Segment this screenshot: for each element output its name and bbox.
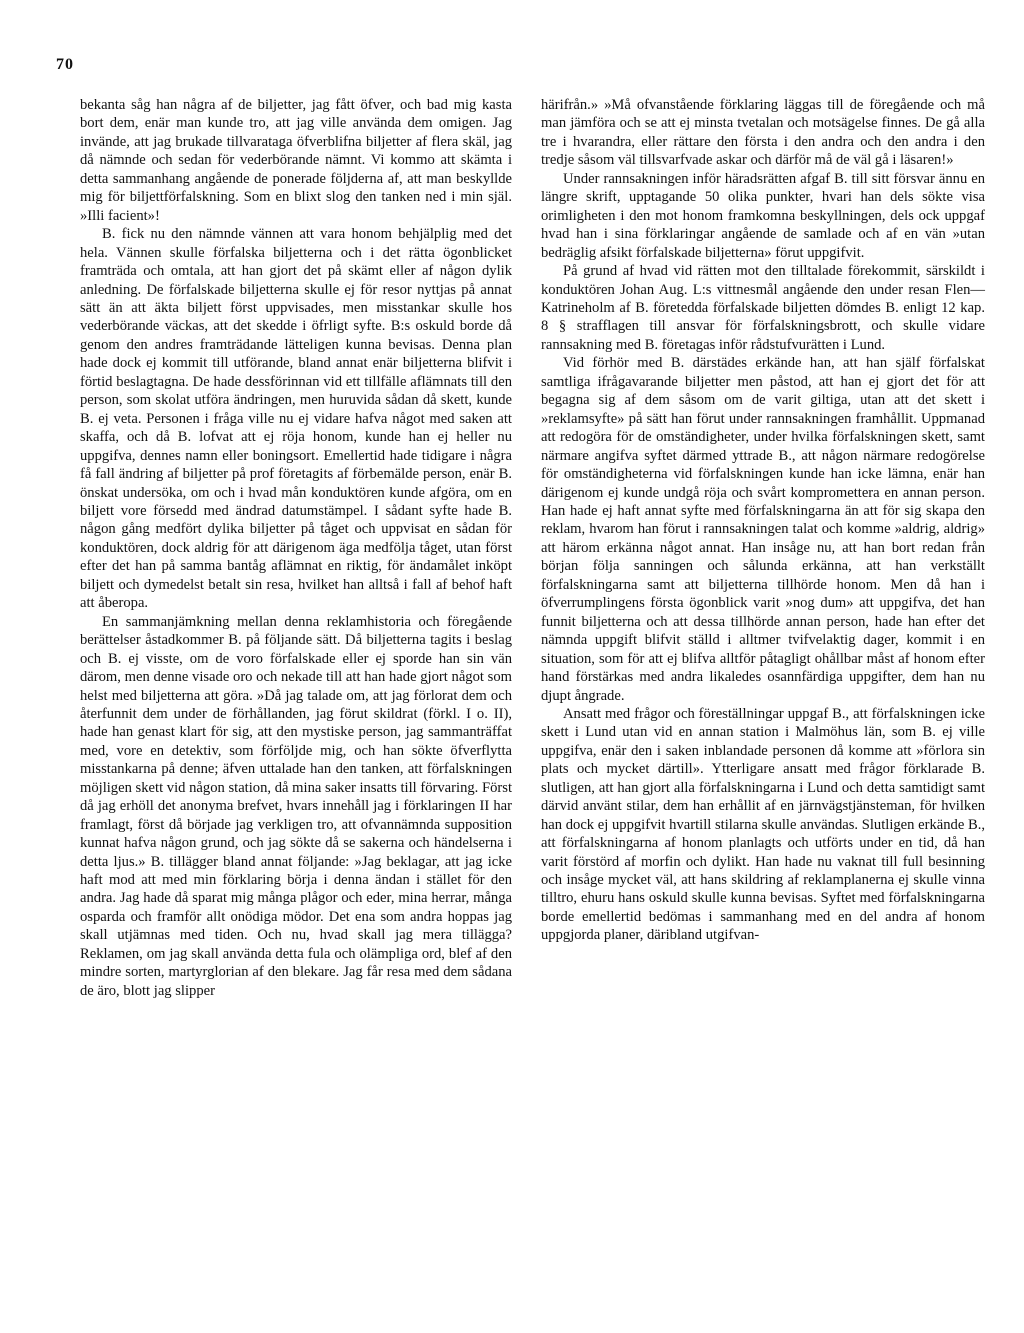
right-column — [541, 96, 985, 945]
paragraph: Ansatt med frågor och föreställningar uppgaf B., att förfalskningen icke skett i Lund utan vid en annan station i Malmöhus län, som B. ej ville uppgifva, enär den i saken inblandade personen då komme att »förlora sin plats och mycket därtill». Ytterligare ansatt med frågor förklarade B. slutligen, att han gjort alla förfalskningarna i Lund och detta samtidigt samt därvid använt stilar, dem han erhållit af en järnvägstjänsteman, för hvilken han dock ej uppgifvit hvartill stilarna skulle användas. Slutligen erkände B., att förfalskningarna af honom planlagts och utförts under en tid, då han varit förstörd af morfin och dylikt. Han hade nu vaknat till full besinning och insåge mycket väl, att hans skildring af reklamplanerna ej skulle vinna tilltro, ehuru hans oskuld skulle kunna bevisas. Syftet med förfalskningarna borde emellertid bedömas i sammanhang med en del andra af honom uppgjorda planer, däribland utgifvan- — [541, 705, 985, 944]
paragraph: En sammanjämkning mellan denna reklamhistoria och föregående berättelser åstadkommer B. på följande sätt. Då biljetterna tagits i beslag och B. ej visste, om de voro förfalskade eller ej sporde han sin vän därom, men denne visade oro och nekade till att han hade gjort något som helst med biljetterna att göra. »Då jag talade om, att jag förlorat dem och återfunnit dem under de förhållanden, jag förut skildrat (förkl. I o. II), hade han genast klart för sig, att den mystiske person, jag sammanträffat med, vore en detektiv, som förföljde mig, och han sökte öfverflytta misstankarna på denne; äfven uttalade han den tanken, att förfalskningen möjligen skett vid någon station, då mina saker insatts till förvaring. Först då jag erhöll det anonyma brefvet, hvars innehåll jag i förklaringen II har framlagt, först då började jag verkligen tro, att ofvannämnda supposition kunnat hafva någon grund, och jag sökte då se sakerna och händelserna i detta ljus.» B. tillägger bland annat följande: »Jag beklagar, att jag icke haft mod att med min förklaring börja i denna ändan i stället för den andra. Jag hade då sparat mig många plågor och eder, mina herrar, många osparda och framför allt onödiga mödor. Det ena som andra hoppas jag skall utjämnas med tiden. Och nu, hvad skall jag mera tillägga? Reklamen, om jag skall använda detta fula och olämpliga ord, blef af den mindre sorten, martyrglorian af den blekare. Jag får resa med dem sådana de äro, blott jag slipper — [80, 613, 512, 999]
paragraph: På grund af hvad vid rätten mot den tilltalade förekommit, särskildt i konduktören Johan Aug. L:s vittnesmål angående den under resan Flen—Katrineholm af B. företedda förfalskade biljetten dömdes B. enligt 12 kap. 8 § strafflagen till ansvar för förfalskningsbrott, och skulle vidare rannsakning med B. företagas inför rådstufvurätten i Lund. — [541, 263, 985, 353]
paragraph: härifrån.» »Må ofvanstående förklaring läggas till de föregående och må man jämföra och se att ej minsta tvetalan och motsägelse finnes. De gå alla tre i hvarandra, eller rättare den första i den andra och den andra i den tredje såsom väl tillsvarfvade askar och därför må de väl gå i läsaren!» — [541, 97, 985, 169]
paragraph: Under rannsakningen inför häradsrätten afgaf B. till sitt försvar ännu en längre skrift, upptagande 50 olika punkter, hvari han dels sökte visa orimligheten i den mot honom framkomna beskyllningen, dels ock uppgaf hvad han i sina förklaringar angående de samlade och af en vän »utan bedräglig afsikt förfalskade biljetterna» förut uppgifvit. — [541, 170, 985, 261]
paragraph: B. fick nu den nämnde vännen att vara honom behjälplig med det hela. Vännen skulle förfalska biljetterna och i det rätta ögonblicket framträda och omtala, att han gjort det på skämt eller af någon dylik anledning. De förfalskade biljetterna skulle ej för resor nyttjas på annat sätt än att äkta biljett först uppvisades, men misstankar skulle hos vederbörande väckas, att det skedde i öfrligt syfte. B:s oskuld borde då genom den andres framträdande lätteligen kunna bevisas. Denna plan hade dock ej kommit till utförande, bland annat enär biljetterna blifvit i förtid beslagtagna. De hade dessförinnan vid ett tillfälle aflämnats till den person, som skolat utföra ändringen, men huruvida sådan då skett, kunde B. ej veta. Personen i fråga ville nu ej vidare hafva något med saken att skaffa, och då B. lofvat att ej röja honom, kunde han ej heller nu uppgifva, dennes namn eller boningsort. Emellertid hade tidigare i några få fall ändring af biljetter på prof företagits af förbemälde person, enär B. önskat undersöka, om och i hvad mån konduktören kunde afgöra, om en biljett vore försedd med ändrad datumstämpel. I sådant syfte hade B. någon gång medfört dylika biljetter på tåget och uppvisat en sådan för konduktören, dock aldrig för att därigenom äga medfölja tåget, utan först efter det han på samma bantåg aflämnat en riktig, för ändamålet inköpt biljett och dymedelst betalt sin resa, hvilket han alltså i fall af behof haft att åberopa. — [80, 226, 512, 612]
page-number: 70 — [56, 56, 74, 73]
left-column — [80, 96, 512, 1000]
paragraph: Vid förhör med B. därstädes erkände han, att han själf förfalskat samtliga ifrågavarande biljetter men påstod, att han ej gjort det för att begagna sig af dem såsom om de varit giltiga, utan att det skett i »reklamsyfte» på sätt han förut under rannsakningen framhållit. Uppmanad att redogöra för de omständigheter, under hvilka förfalskningen skett, samt närmare angifva syftet därmed yttrade B., att någon närmare redogörelse för omständigheterna vid förfalskningen kunde han icke lämna, enär han därigenom ej kunde undgå röja och svårt kompromettera en annan person. Han hade ej haft annat syfte med förfalskningarna än att för sig skapa den reklam, hvarom han förut i rannsakningen talat och komme »aldrig, aldrig» att härom erkänna något annat. Han insåge nu, att han bort redan från början följa sanningen och sålunda erkänna, att han verkställt förfalskningarna samt att biljetterna tillhörde honom. Men då han i öfverrumplingens första ögonblick varit »nog dum» att uppgifva, det han funnit biljetterna och att dessa tillhörde annan person, hade han efter det nämnda uppgift blifvit ställd i alltmer tvifvelaktig dager, kommit i en situation, som för att ej blifva alltför påtagligt ohållbar måst af honom efter hand förstärkas med andra likaledes osannfärdiga uppgifter, dem han nu djupt ångrade. — [541, 355, 985, 704]
paragraph: bekanta såg han några af de biljetter, jag fått öfver, och bad mig kasta bort dem, enär man kunde tro, att jag ville använda dem omigen. Jag invände, att jag brukade tillvarataga öfverblifna biljetter af flera skäl, jag då nämnde och sedan för vederbörande nämnt. Vi kommo att skämta i detta sammanhang angående de ponerade följderna af, att man beskyllde mig för biljettförfalskning. Som en blixt slog den tanken ned i min själ. »Illi facient»! — [80, 97, 512, 224]
